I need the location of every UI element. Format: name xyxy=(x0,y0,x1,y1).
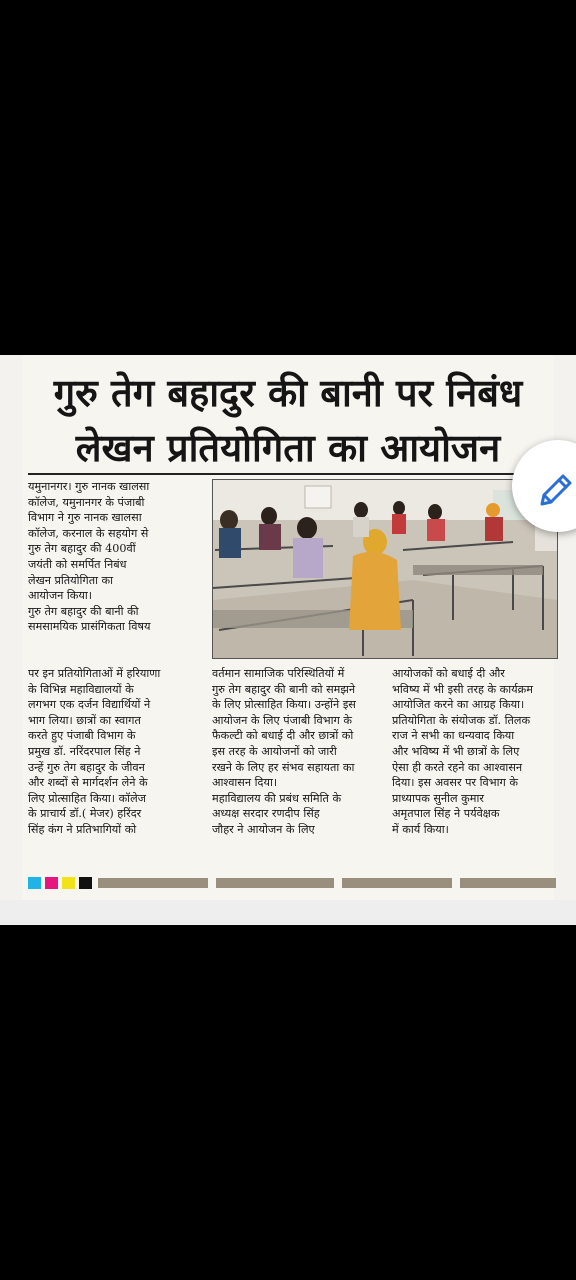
exam-hall-photo xyxy=(212,479,558,659)
headline-line-1: गुरु तेग बहादुर की बानी पर निबंध xyxy=(53,371,523,415)
exam-hall-photo-graphic xyxy=(213,480,557,658)
column-2 xyxy=(212,666,384,838)
column-1-top xyxy=(28,479,206,635)
text-line: आयोजन के लिए पंजाबी विभाग के xyxy=(212,713,352,727)
text-line: प्रमुख डॉ. नरिंदरपाल सिंह ने xyxy=(28,744,141,758)
text-line: और शब्दों से मार्गदर्शन लेने के xyxy=(28,776,148,790)
text-line: प्राध्यापक सुनील कुमार xyxy=(392,791,484,805)
color-bar-band xyxy=(216,878,334,888)
print-color-bar xyxy=(28,877,556,889)
pencil-icon xyxy=(536,470,576,510)
text-line: आयोजकों को बधाई दी और xyxy=(392,667,505,680)
column-1-bottom xyxy=(28,666,206,838)
text-line: के विभिन्न महाविद्यालयों के xyxy=(28,682,134,696)
color-swatch-cyan xyxy=(28,877,41,889)
color-bar-band xyxy=(460,878,556,888)
text-line: गुरु तेग बहादुर की बानी को समझने xyxy=(212,682,356,696)
text-line: जौहर ने आयोजन के लिए xyxy=(212,822,315,836)
text-line: यमुनानगर। गुरु नानक खालसा xyxy=(28,480,150,493)
text-line: समसामयिक प्रासंगिकता विषय xyxy=(28,620,151,634)
text-line: दिया। इस अवसर पर विभाग के xyxy=(392,776,518,790)
text-line: के प्राचार्य डॉ.( मेजर) हरिंदर xyxy=(28,807,142,821)
text-line: अमृतपाल सिंह ने पर्यवेक्षक xyxy=(392,807,500,821)
text-line: प्रतियोगिता के संयोजक डॉ. तिलक xyxy=(392,713,531,727)
text-line: लेखन प्रतियोगिता का xyxy=(28,573,114,587)
text-line: उन्हें गुरु तेग बहादुर के जीवन xyxy=(28,760,145,774)
headline-line-2: लेखन प्रतियोगिता का आयोजन xyxy=(75,426,501,470)
text-line: जयंती को समर्पित निबंध xyxy=(28,557,127,571)
color-bar-band xyxy=(98,878,208,888)
text-line: लिए प्रोत्साहित किया। कॉलेज xyxy=(28,791,146,805)
column-3 xyxy=(392,666,556,838)
text-line: पर इन प्रतियोगिताओं में हरियाणा xyxy=(28,667,161,680)
text-line: आश्वासन दिया। xyxy=(212,776,278,790)
headline-rule xyxy=(28,473,548,475)
text-line: गुरु तेग बहादुर की बानी की xyxy=(28,604,139,618)
text-line: सिंह कंग ने प्रतिभागियों को xyxy=(28,822,137,836)
newspaper-clipping xyxy=(22,355,554,900)
text-line: इस तरह के आयोजनों को जारी xyxy=(212,744,337,758)
text-line: रखने के लिए हर संभव सहायता का xyxy=(212,760,355,774)
text-line: भविष्य में भी इसी तरह के कार्यक्रम xyxy=(392,682,533,696)
text-line: विभाग ने गुरु नानक खालसा xyxy=(28,511,142,525)
text-line: कॉलेज, यमुनानगर के पंजाबी xyxy=(28,495,145,509)
text-line: कॉलेज, करनाल के सहयोग से xyxy=(28,526,149,540)
text-line: अध्यक्ष सरदार रणदीप सिंह xyxy=(212,807,320,821)
screenshot-viewport xyxy=(0,355,576,925)
text-line: करते हुए पंजाबी विभाग के xyxy=(28,729,136,743)
text-line: गुरु तेग बहादुर की 400वीं xyxy=(28,542,136,556)
text-line: में कार्य किया। xyxy=(392,822,449,836)
text-line: महाविद्यालय की प्रबंध समिति के xyxy=(212,791,342,805)
viewer-bottom-strip xyxy=(0,900,576,925)
color-bar-band xyxy=(342,878,452,888)
color-swatch-magenta xyxy=(45,877,58,889)
text-line: राज ने सभी का धन्यवाद किया xyxy=(392,729,515,743)
color-swatch-black xyxy=(79,877,92,889)
text-line: आयोजन किया। xyxy=(28,589,93,603)
text-line: आयोजित करने का आग्रह किया। xyxy=(392,698,525,712)
text-line: ऐसा ही करते रहने का आश्वासन xyxy=(392,760,523,774)
text-line: के लिए प्रोत्साहित किया। उन्होंने इस xyxy=(212,698,356,712)
text-line: और भविष्य में भी छात्रों के लिए xyxy=(392,744,520,758)
color-swatch-yellow xyxy=(62,877,75,889)
text-line: फैकल्टी को बधाई दी और छात्रों को xyxy=(212,729,354,743)
text-line: भाग लिया। छात्रों का स्वागत xyxy=(28,713,141,727)
text-line: वर्तमान सामाजिक परिस्थितियों में xyxy=(212,667,345,680)
text-line: लगभग एक दर्जन विद्यार्थियों ने xyxy=(28,698,151,712)
